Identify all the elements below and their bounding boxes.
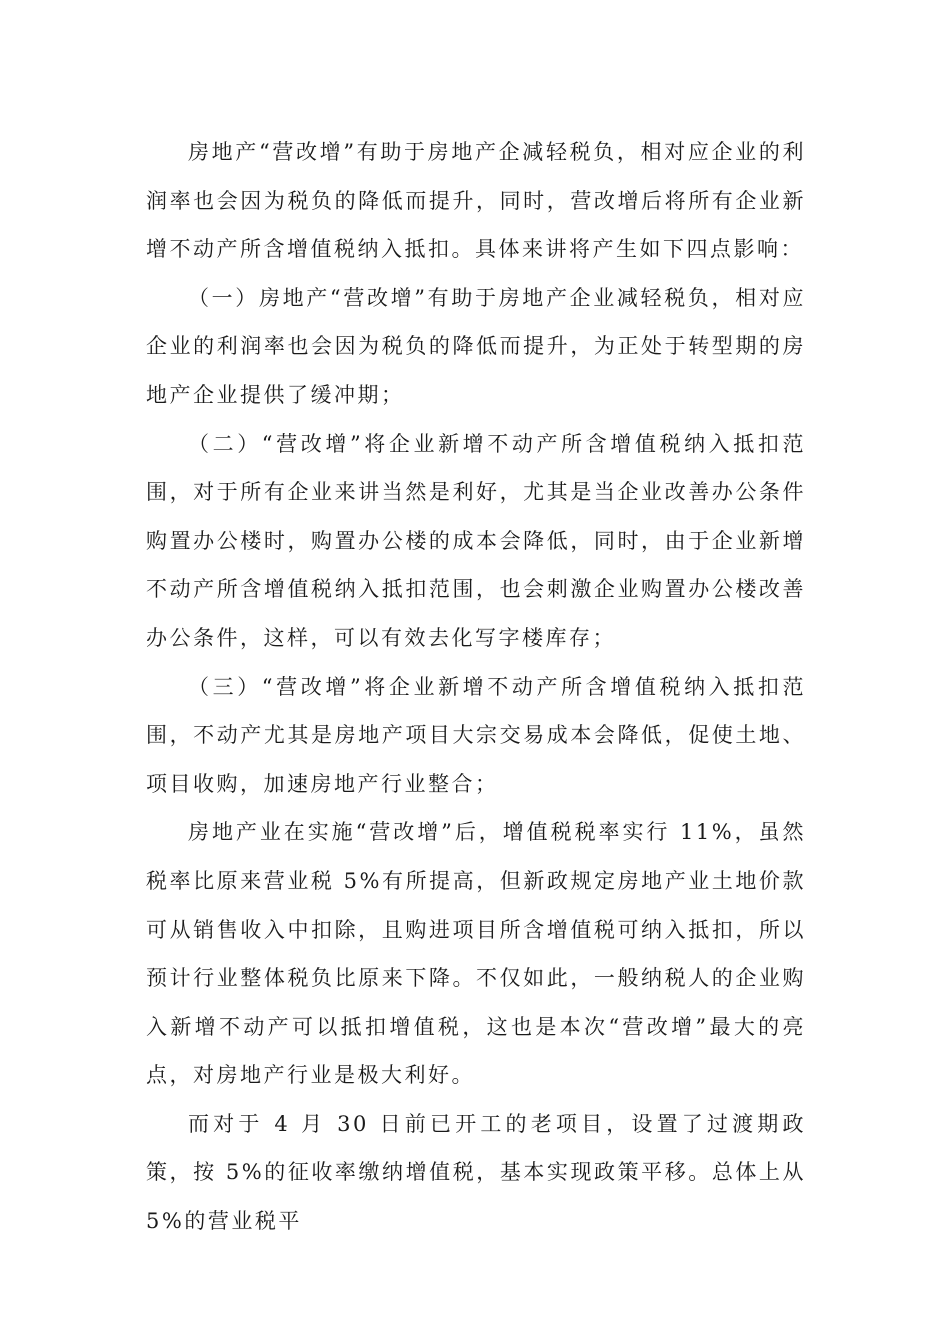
paragraph-point-2: （二）“营改增”将企业新增不动产所含增值税纳入抵扣范围，对于所有企业来讲当然是利好，尤其是当企业改善办公条件购置办公楼时，购置办公楼的成本会降低，同时，由于企业新增不动产所含增值税纳入抵扣范围，也会刺激企业购置办公楼改善办公条件，这样，可以有效去化写字楼库存；: [146, 431, 806, 650]
paragraph-point-1: （一）房地产“营改增”有助于房地产企业减轻税负，相对应企业的利润率也会因为税负的降低而提升，为正处于转型期的房地产企业提供了缓冲期；: [146, 285, 806, 407]
paragraph-old-projects: 而对于 4 月 30 日前已开工的老项目，设置了过渡期政策，按 5%的征收率缴纳增值税，基本实现政策平移。总体上从 5%的营业税平: [146, 1111, 806, 1234]
paragraph-intro: 房地产“营改增”有助于房地产企减轻税负，相对应企业的利润率也会因为税负的降低而提升，同时，营改增后将所有企业新增不动产所含增值税纳入抵扣。具体来讲将产生如下四点影响：: [146, 140, 806, 262]
paragraph-point-3: （三）“营改增”将企业新增不动产所含增值税纳入抵扣范围，不动产尤其是房地产项目大宗交易成本会降低，促使土地、项目收购，加速房地产行业整合；: [146, 674, 806, 796]
document-body: [146, 128, 806, 1246]
paragraph-tax-rate: 房地产业在实施“营改增”后，增值税税率实行 11%，虽然税率比原来营业税 5%有所提高，但新政规定房地产业土地价款可从销售收入中扣除，且购进项目所含增值税可纳入抵扣，所以预计行业整体税负比原来下降。不仅如此，一般纳税人的企业购入新增不动产可以抵扣增值税，这也是本次“营改增”最大的亮点，对房地产行业是极大利好。: [146, 820, 806, 1088]
